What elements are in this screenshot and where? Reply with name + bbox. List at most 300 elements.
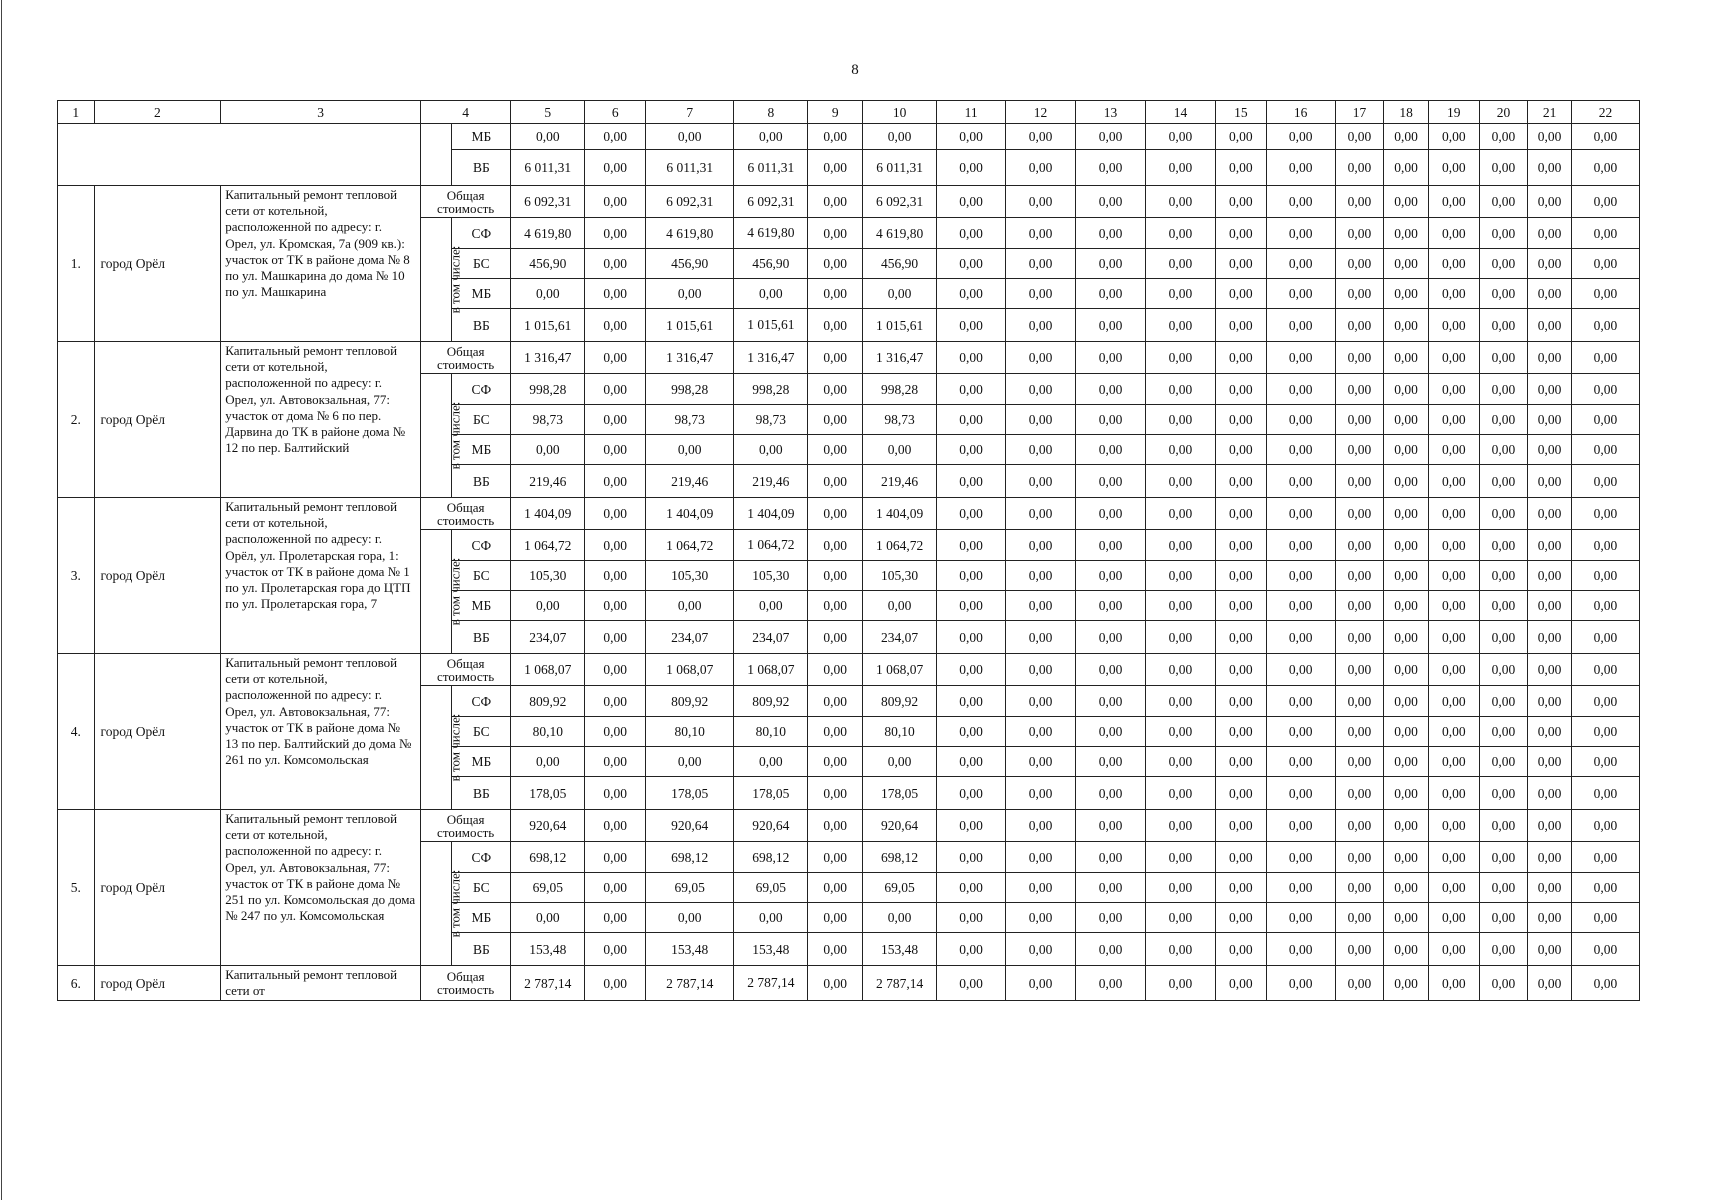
value-cell: 809,92 <box>734 686 808 717</box>
project-description: Капитальный ремонт тепловой сети от котельной, расположенной по адресу: г. Орел, ул. Автовокзальная, 77: участок от дома № 6 по пер. Дарвина до ТК в районе дома № 12 по пер. Балтийский <box>221 342 421 498</box>
value-cell: 0,00 <box>1076 150 1146 186</box>
value-cell: 0,00 <box>1076 342 1146 374</box>
value-cell: 0,00 <box>1571 435 1639 465</box>
value-cell: 0,00 <box>1571 498 1639 530</box>
project-number: 1. <box>58 186 95 342</box>
value-cell: 0,00 <box>1006 279 1076 309</box>
value-cell: 0,00 <box>585 309 646 342</box>
value-cell: 0,00 <box>1384 654 1429 686</box>
value-cell: 0,00 <box>1146 561 1216 591</box>
value-cell: 0,00 <box>1528 249 1572 279</box>
value-cell: 0,00 <box>1006 777 1076 810</box>
value-cell: 0,00 <box>1428 498 1479 530</box>
value-cell: 0,00 <box>808 435 863 465</box>
value-cell: 6 011,31 <box>734 150 808 186</box>
value-cell: 0,00 <box>1479 405 1528 435</box>
value-cell: 0,00 <box>1335 933 1384 966</box>
value-cell: 0,00 <box>1571 249 1639 279</box>
value-cell: 0,00 <box>1384 218 1429 249</box>
value-cell: 0,00 <box>1215 873 1266 903</box>
value-cell: 0,00 <box>1479 561 1528 591</box>
value-cell: 0,00 <box>1384 933 1429 966</box>
value-cell: 0,00 <box>937 966 1006 1001</box>
project-number: 2. <box>58 342 95 498</box>
value-cell: 0,00 <box>1528 654 1572 686</box>
value-cell: 0,00 <box>1006 435 1076 465</box>
funding-source-label: ВБ <box>452 777 511 810</box>
value-cell: 0,00 <box>1076 873 1146 903</box>
value-cell: 2 787,14 <box>511 966 585 1001</box>
value-cell: 0,00 <box>1076 842 1146 873</box>
value-cell: 234,07 <box>511 621 585 654</box>
value-cell: 0,00 <box>1384 966 1429 1001</box>
value-cell: 1 404,09 <box>511 498 585 530</box>
value-cell: 0,00 <box>937 777 1006 810</box>
value-cell: 0,00 <box>1146 621 1216 654</box>
value-cell: 0,00 <box>585 374 646 405</box>
value-cell: 809,92 <box>511 686 585 717</box>
value-cell: 0,00 <box>1266 249 1335 279</box>
value-cell: 0,00 <box>1479 218 1528 249</box>
including-text: в том числе: <box>447 401 463 470</box>
value-cell: 0,00 <box>1528 717 1572 747</box>
value-cell: 0,00 <box>937 279 1006 309</box>
value-cell: 0,00 <box>1076 621 1146 654</box>
value-cell: 0,00 <box>1266 309 1335 342</box>
value-cell: 0,00 <box>585 933 646 966</box>
value-cell: 178,05 <box>646 777 734 810</box>
value-cell: 69,05 <box>734 873 808 903</box>
value-cell: 0,00 <box>1528 777 1572 810</box>
value-cell: 809,92 <box>863 686 937 717</box>
project-description: Капитальный ремонт тепловой сети от котельной, расположенной по адресу: г. Орел, ул. Автовокзальная, 77: участок от ТК в районе дома № 251 по ул. Комсомольская до дома № 247 по ул. Комсомольская <box>221 810 421 966</box>
value-cell: 0,00 <box>1006 654 1076 686</box>
value-cell: 0,00 <box>585 654 646 686</box>
value-cell: 0,00 <box>863 903 937 933</box>
value-cell: 0,00 <box>734 124 808 150</box>
including-vertical-label <box>421 374 463 498</box>
value-cell: 0,00 <box>1146 530 1216 561</box>
value-cell: 0,00 <box>1479 435 1528 465</box>
value-cell: 0,00 <box>646 124 734 150</box>
value-cell: 998,28 <box>863 374 937 405</box>
value-cell: 0,00 <box>585 435 646 465</box>
value-cell: 0,00 <box>1571 530 1639 561</box>
value-cell: 0,00 <box>1571 933 1639 966</box>
value-cell: 0,00 <box>1266 777 1335 810</box>
value-cell: 0,00 <box>1006 842 1076 873</box>
value-cell: 6 092,31 <box>734 186 808 218</box>
value-cell: 0,00 <box>1335 561 1384 591</box>
value-cell: 0,00 <box>1528 686 1572 717</box>
value-cell: 0,00 <box>1215 342 1266 374</box>
value-cell: 0,00 <box>1571 621 1639 654</box>
value-cell: 0,00 <box>1335 465 1384 498</box>
total-cost-label: Общая стоимость <box>421 810 511 842</box>
value-cell: 0,00 <box>1006 966 1076 1001</box>
value-cell: 1 316,47 <box>734 342 808 374</box>
project-row <box>58 342 1640 374</box>
value-cell: 0,00 <box>1006 903 1076 933</box>
value-cell: 0,00 <box>808 933 863 966</box>
value-cell: 80,10 <box>511 717 585 747</box>
value-cell: 0,00 <box>1006 342 1076 374</box>
value-cell: 0,00 <box>1076 218 1146 249</box>
value-cell: 456,90 <box>863 249 937 279</box>
value-cell: 0,00 <box>1384 561 1429 591</box>
value-cell: 2 787,14 <box>734 966 808 1001</box>
value-cell: 0,00 <box>1335 498 1384 530</box>
value-cell: 0,00 <box>1528 933 1572 966</box>
value-cell: 0,00 <box>1006 374 1076 405</box>
column-number: 5 <box>511 101 585 124</box>
value-cell: 0,00 <box>1428 842 1479 873</box>
value-cell: 153,48 <box>734 933 808 966</box>
value-cell: 0,00 <box>1076 374 1146 405</box>
value-cell: 6 011,31 <box>511 150 585 186</box>
value-cell: 920,64 <box>646 810 734 842</box>
value-cell: 0,00 <box>1384 903 1429 933</box>
value-cell: 0,00 <box>1528 842 1572 873</box>
value-cell: 0,00 <box>808 654 863 686</box>
value-cell: 0,00 <box>1571 124 1639 150</box>
column-number: 13 <box>1076 101 1146 124</box>
value-cell: 0,00 <box>1571 561 1639 591</box>
value-cell: 0,00 <box>1528 530 1572 561</box>
value-cell: 0,00 <box>511 435 585 465</box>
value-cell: 0,00 <box>808 218 863 249</box>
value-cell: 0,00 <box>808 810 863 842</box>
value-cell: 0,00 <box>585 591 646 621</box>
total-cost-label: Общая стоимость <box>421 654 511 686</box>
value-cell: 0,00 <box>1076 591 1146 621</box>
value-cell: 0,00 <box>808 342 863 374</box>
value-cell: 0,00 <box>1428 561 1479 591</box>
value-cell: 80,10 <box>646 717 734 747</box>
value-cell: 0,00 <box>937 717 1006 747</box>
value-cell: 0,00 <box>1335 218 1384 249</box>
value-cell: 0,00 <box>1215 186 1266 218</box>
value-cell: 69,05 <box>511 873 585 903</box>
value-cell: 0,00 <box>1479 186 1528 218</box>
value-cell: 0,00 <box>1146 405 1216 435</box>
value-cell: 0,00 <box>1146 342 1216 374</box>
budget-table <box>57 100 1640 1001</box>
value-cell: 98,73 <box>863 405 937 435</box>
value-cell: 0,00 <box>1479 530 1528 561</box>
funding-source-label: МБ <box>452 124 511 150</box>
value-cell: 0,00 <box>1479 498 1528 530</box>
value-cell: 0,00 <box>1384 591 1429 621</box>
value-cell: 698,12 <box>734 842 808 873</box>
value-cell: 0,00 <box>1266 591 1335 621</box>
value-cell: 0,00 <box>937 654 1006 686</box>
column-number: 7 <box>646 101 734 124</box>
value-cell: 0,00 <box>808 279 863 309</box>
value-cell: 0,00 <box>734 591 808 621</box>
value-cell: 0,00 <box>1266 933 1335 966</box>
value-cell: 0,00 <box>937 249 1006 279</box>
project-description: Капитальный ремонт тепловой сети от котельной, расположенной по адресу: г. Орёл, ул. Пролетарская гора, 1: участок от ТК в районе дома № 1 по ул. Пролетарская гора до ЦТП по ул. Пролетарская гора, 7 <box>221 498 421 654</box>
value-cell: 219,46 <box>511 465 585 498</box>
value-cell: 0,00 <box>1006 498 1076 530</box>
value-cell: 456,90 <box>646 249 734 279</box>
value-cell: 0,00 <box>1528 342 1572 374</box>
value-cell: 153,48 <box>863 933 937 966</box>
value-cell: 0,00 <box>1146 873 1216 903</box>
value-cell: 0,00 <box>808 591 863 621</box>
value-cell: 0,00 <box>1006 465 1076 498</box>
project-row <box>58 810 1640 842</box>
value-cell: 1 068,07 <box>734 654 808 686</box>
value-cell: 0,00 <box>1528 561 1572 591</box>
value-cell: 0,00 <box>1146 591 1216 621</box>
value-cell: 0,00 <box>1571 842 1639 873</box>
value-cell: 0,00 <box>1006 717 1076 747</box>
value-cell: 0,00 <box>1076 309 1146 342</box>
value-cell: 105,30 <box>734 561 808 591</box>
value-cell: 0,00 <box>937 150 1006 186</box>
value-cell: 0,00 <box>1384 621 1429 654</box>
value-cell: 0,00 <box>937 342 1006 374</box>
value-cell: 0,00 <box>1266 435 1335 465</box>
value-cell: 0,00 <box>808 374 863 405</box>
value-cell: 0,00 <box>585 342 646 374</box>
value-cell: 0,00 <box>585 405 646 435</box>
value-cell: 0,00 <box>808 903 863 933</box>
value-cell: 0,00 <box>808 621 863 654</box>
value-cell: 0,00 <box>1076 686 1146 717</box>
value-cell: 0,00 <box>1428 405 1479 435</box>
continuation-vert-blank <box>421 124 452 186</box>
value-cell: 0,00 <box>808 842 863 873</box>
value-cell: 0,00 <box>1428 249 1479 279</box>
value-cell: 0,00 <box>585 686 646 717</box>
funding-source-label: МБ <box>452 903 511 933</box>
value-cell: 0,00 <box>585 498 646 530</box>
value-cell: 0,00 <box>1215 124 1266 150</box>
value-cell: 0,00 <box>646 435 734 465</box>
value-cell: 0,00 <box>1571 186 1639 218</box>
value-cell: 1 015,61 <box>511 309 585 342</box>
value-cell: 0,00 <box>937 498 1006 530</box>
value-cell: 69,05 <box>646 873 734 903</box>
value-cell: 0,00 <box>1384 530 1429 561</box>
column-number: 11 <box>937 101 1006 124</box>
value-cell: 2 787,14 <box>646 966 734 1001</box>
value-cell: 0,00 <box>1006 124 1076 150</box>
value-cell: 0,00 <box>585 530 646 561</box>
value-cell: 0,00 <box>1215 903 1266 933</box>
project-city: город Орёл <box>94 342 221 498</box>
value-cell: 0,00 <box>1266 124 1335 150</box>
value-cell: 0,00 <box>1266 279 1335 309</box>
value-cell: 0,00 <box>937 218 1006 249</box>
value-cell: 0,00 <box>1428 342 1479 374</box>
value-cell: 0,00 <box>1528 498 1572 530</box>
value-cell: 0,00 <box>1479 747 1528 777</box>
value-cell: 698,12 <box>863 842 937 873</box>
value-cell: 0,00 <box>1215 717 1266 747</box>
value-cell: 0,00 <box>1428 873 1479 903</box>
value-cell: 0,00 <box>1146 218 1216 249</box>
value-cell: 0,00 <box>808 686 863 717</box>
value-cell: 0,00 <box>1335 903 1384 933</box>
value-cell: 0,00 <box>1266 405 1335 435</box>
value-cell: 0,00 <box>1215 150 1266 186</box>
value-cell: 0,00 <box>1384 405 1429 435</box>
value-cell: 0,00 <box>1571 747 1639 777</box>
funding-source-label: ВБ <box>452 933 511 966</box>
value-cell: 0,00 <box>1528 150 1572 186</box>
value-cell: 0,00 <box>1266 218 1335 249</box>
value-cell: 0,00 <box>1266 842 1335 873</box>
value-cell: 0,00 <box>1335 374 1384 405</box>
value-cell: 0,00 <box>1335 249 1384 279</box>
value-cell: 0,00 <box>1571 309 1639 342</box>
total-cost-label: Общая стоимость <box>421 342 511 374</box>
value-cell: 0,00 <box>937 374 1006 405</box>
value-cell: 0,00 <box>1215 747 1266 777</box>
value-cell: 0,00 <box>808 530 863 561</box>
value-cell: 1 068,07 <box>863 654 937 686</box>
continuation-blank <box>58 124 421 186</box>
value-cell: 0,00 <box>1571 591 1639 621</box>
value-cell: 920,64 <box>511 810 585 842</box>
value-cell: 0,00 <box>1266 498 1335 530</box>
including-text: в том числе: <box>447 557 463 626</box>
value-cell: 0,00 <box>1215 621 1266 654</box>
value-cell: 0,00 <box>1215 498 1266 530</box>
project-number: 5. <box>58 810 95 966</box>
value-cell: 0,00 <box>808 873 863 903</box>
value-cell: 0,00 <box>1384 342 1429 374</box>
value-cell: 0,00 <box>808 249 863 279</box>
value-cell: 0,00 <box>1428 279 1479 309</box>
value-cell: 0,00 <box>585 186 646 218</box>
value-cell: 0,00 <box>734 279 808 309</box>
value-cell: 234,07 <box>646 621 734 654</box>
value-cell: 0,00 <box>937 309 1006 342</box>
value-cell: 0,00 <box>1076 654 1146 686</box>
value-cell: 0,00 <box>1266 654 1335 686</box>
project-city: город Орёл <box>94 654 221 810</box>
value-cell: 0,00 <box>808 561 863 591</box>
value-cell: 0,00 <box>585 966 646 1001</box>
continuation-row <box>58 124 1640 150</box>
value-cell: 0,00 <box>808 717 863 747</box>
value-cell: 1 316,47 <box>511 342 585 374</box>
value-cell: 0,00 <box>1006 249 1076 279</box>
value-cell: 0,00 <box>646 747 734 777</box>
value-cell: 0,00 <box>1215 279 1266 309</box>
funding-source-label: СФ <box>452 374 511 405</box>
value-cell: 0,00 <box>1479 342 1528 374</box>
value-cell: 2 787,14 <box>863 966 937 1001</box>
value-cell: 105,30 <box>646 561 734 591</box>
value-cell: 0,00 <box>1384 873 1429 903</box>
value-cell: 0,00 <box>1479 686 1528 717</box>
value-cell: 0,00 <box>1428 186 1479 218</box>
column-number: 12 <box>1006 101 1076 124</box>
value-cell: 0,00 <box>1076 405 1146 435</box>
value-cell: 0,00 <box>1428 654 1479 686</box>
value-cell: 4 619,80 <box>734 218 808 249</box>
value-cell: 0,00 <box>1428 309 1479 342</box>
value-cell: 98,73 <box>646 405 734 435</box>
value-cell: 0,00 <box>585 747 646 777</box>
value-cell: 0,00 <box>1076 530 1146 561</box>
funding-source-label: МБ <box>452 591 511 621</box>
value-cell: 0,00 <box>937 405 1006 435</box>
value-cell: 0,00 <box>1146 654 1216 686</box>
value-cell: 1 068,07 <box>511 654 585 686</box>
value-cell: 98,73 <box>511 405 585 435</box>
value-cell: 0,00 <box>1528 124 1572 150</box>
project-row <box>58 498 1640 530</box>
value-cell: 0,00 <box>1479 966 1528 1001</box>
value-cell: 0,00 <box>937 435 1006 465</box>
value-cell: 1 064,72 <box>863 530 937 561</box>
value-cell: 0,00 <box>1479 842 1528 873</box>
value-cell: 0,00 <box>808 124 863 150</box>
value-cell: 0,00 <box>937 933 1006 966</box>
value-cell: 0,00 <box>1266 873 1335 903</box>
value-cell: 0,00 <box>1266 342 1335 374</box>
value-cell: 998,28 <box>511 374 585 405</box>
funding-source-label: СФ <box>452 530 511 561</box>
value-cell: 0,00 <box>1571 218 1639 249</box>
value-cell: 0,00 <box>937 124 1006 150</box>
value-cell: 0,00 <box>1076 498 1146 530</box>
value-cell: 0,00 <box>1428 933 1479 966</box>
value-cell: 0,00 <box>585 777 646 810</box>
value-cell: 0,00 <box>1146 747 1216 777</box>
value-cell: 0,00 <box>1076 561 1146 591</box>
value-cell: 69,05 <box>863 873 937 903</box>
value-cell: 0,00 <box>808 498 863 530</box>
value-cell: 0,00 <box>1479 465 1528 498</box>
value-cell: 0,00 <box>1479 777 1528 810</box>
value-cell: 0,00 <box>1215 530 1266 561</box>
value-cell: 0,00 <box>1266 810 1335 842</box>
value-cell: 0,00 <box>1076 124 1146 150</box>
page-left-margin-line <box>1 0 2 1200</box>
value-cell: 0,00 <box>1146 279 1216 309</box>
value-cell: 0,00 <box>1528 747 1572 777</box>
value-cell: 0,00 <box>1076 777 1146 810</box>
value-cell: 1 404,09 <box>646 498 734 530</box>
value-cell: 0,00 <box>1335 150 1384 186</box>
value-cell: 0,00 <box>1335 966 1384 1001</box>
value-cell: 0,00 <box>1571 374 1639 405</box>
value-cell: 0,00 <box>1428 903 1479 933</box>
value-cell: 0,00 <box>1428 747 1479 777</box>
value-cell: 0,00 <box>1384 279 1429 309</box>
value-cell: 0,00 <box>1571 465 1639 498</box>
value-cell: 0,00 <box>1006 186 1076 218</box>
value-cell: 0,00 <box>1479 621 1528 654</box>
total-cost-label: Общая стоимость <box>421 498 511 530</box>
value-cell: 0,00 <box>1335 686 1384 717</box>
value-cell: 0,00 <box>1428 465 1479 498</box>
value-cell: 0,00 <box>1335 810 1384 842</box>
value-cell: 0,00 <box>1479 591 1528 621</box>
funding-source-label: БС <box>452 717 511 747</box>
project-description: Капитальный ремонт тепловой сети от <box>221 966 421 1001</box>
value-cell: 0,00 <box>1479 279 1528 309</box>
project-row <box>58 966 1640 1001</box>
